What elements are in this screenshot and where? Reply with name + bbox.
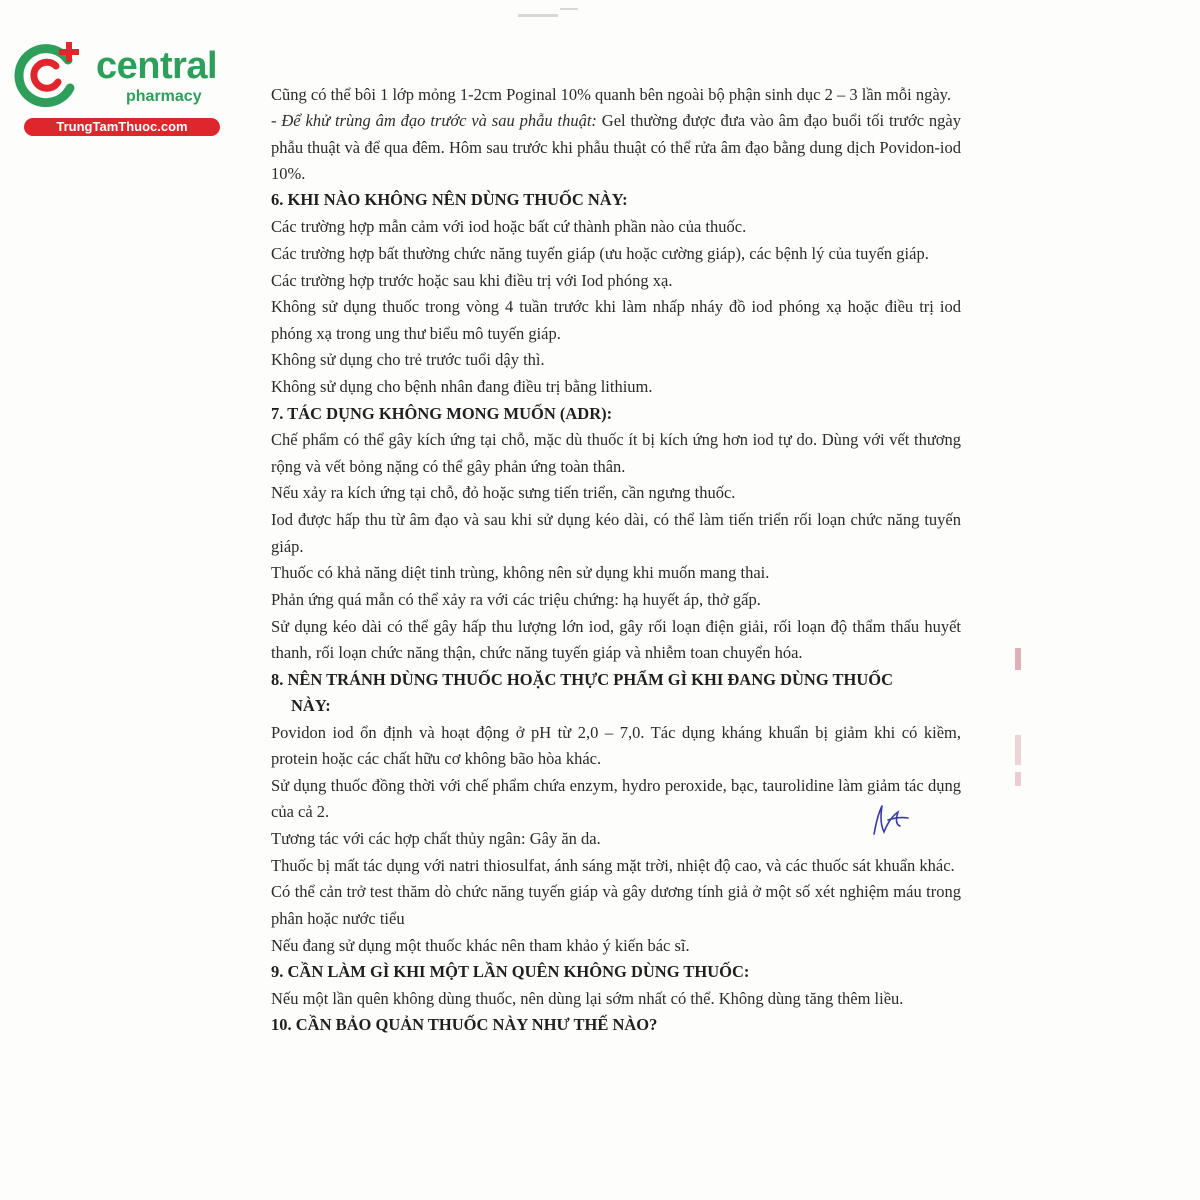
section-6-item: Các trường hợp trước hoặc sau khi điều trị với Iod phóng xạ. — [271, 270, 673, 290]
handwritten-initials-signature — [862, 800, 912, 840]
section-6-item: Không sử dụng thuốc trong vòng 4 tuần trước khi làm nhấp nháy đồ iod phóng xạ hoặc điều trị iod phóng xạ trong ung thư biểu mô tuyến giáp. — [271, 297, 961, 343]
logo-brand-text: central — [96, 45, 218, 87]
section-heading-10: 10. CẦN BẢO QUẢN THUỐC NÀY NHƯ THẾ NÀO? — [271, 1014, 658, 1034]
section-6-item: Các trường hợp mẫn cảm với iod hoặc bất cứ thành phần nào của thuốc. — [271, 216, 747, 236]
central-pharmacy-logo — [10, 38, 218, 138]
section-7-item: Thuốc có khả năng diệt tinh trùng, không nên sử dụng khi muốn mang thai. — [271, 563, 770, 583]
pharmacy-logo-icon — [10, 38, 90, 108]
section-heading-6: 6. KHI NÀO KHÔNG NÊN DÙNG THUỐC NÀY: — [271, 190, 628, 210]
scan-edge-mark — [1015, 648, 1021, 670]
section-7-item: Nếu xảy ra kích ứng tại chỗ, đỏ hoặc sưng tiến triển, cần ngưng thuốc. — [271, 483, 736, 503]
section-8-item: Có thể cản trở test thăm dò chức năng tuyến giáp và gây dương tính giả ở một số xét nghiệm máu trong phân hoặc nước tiểu — [271, 882, 961, 928]
section-7-item: Chế phẩm có thể gây kích ứng tại chỗ, mặc dù thuốc ít bị kích ứng hơn iod tự do. Dùng với vết thương rộng và vết bỏng nặng có thể gây phản ứng toàn thân. — [271, 430, 961, 476]
section-9-item: Nếu một lần quên không dùng thuốc, nên dùng lại sớm nhất có thể. Không dùng tăng thêm liều. — [271, 988, 904, 1008]
leaflet-text — [271, 82, 961, 1038]
scan-edge-mark — [1015, 735, 1021, 765]
logo-sub-text: pharmacy — [126, 88, 202, 105]
section-6-item: Các trường hợp bất thường chức năng tuyến giáp (ưu hoặc cường giáp), các bệnh lý của tuyến giáp. — [271, 243, 929, 263]
scan-artifact — [560, 8, 578, 10]
section-8-item: Tương tác với các hợp chất thủy ngân: Gây ăn da. — [271, 828, 601, 848]
section-7-item: Sử dụng kéo dài có thể gây hấp thu lượng lớn iod, gây rối loạn điện giải, rối loạn độ thẩm thấu huyết thanh, rối loạn chức năng thận, chức năng tuyến giáp và nhiễm toan chuyển hóa. — [271, 616, 961, 663]
section-8-item: Sử dụng thuốc đồng thời với chế phẩm chứa enzym, hydro peroxide, bạc, taurolidine làm giảm tác dụng của cả 2. — [271, 775, 961, 822]
scan-artifact — [518, 14, 558, 17]
section-7-item: Iod được hấp thu từ âm đạo và sau khi sử dụng kéo dài, có thể làm tiến triển rối loạn chức năng tuyến giáp. — [271, 510, 961, 556]
section-7-item: Phản ứng quá mẫn có thể xảy ra với các triệu chứng: hạ huyết áp, thở gấp. — [271, 590, 761, 610]
intro-text: Gel thường được đưa vào âm đạo buổi tối trước ngày phẫu thuật và để qua đêm. Hôm sau trước khi phẫu thuật có thể rửa âm đạo bằng dung dịch Povidon-iod 10%. — [271, 111, 961, 183]
section-8-item: Povidon iod ổn định và hoạt động ở pH từ 2,0 – 7,0. Tác dụng kháng khuẩn bị giảm khi có kiềm, protein hoặc các chất hữu cơ không bão hòa khác. — [271, 722, 961, 768]
section-6-item: Không sử dụng cho trẻ trước tuổi dậy thì. — [271, 350, 545, 370]
section-heading-8: 8. NÊN TRÁNH DÙNG THUỐC HOẶC THỰC PHẨM GÌ KHI ĐANG DÙNG THUỐC — [271, 669, 893, 689]
section-heading-7: 7. TÁC DỤNG KHÔNG MONG MUỐN (ADR): — [271, 403, 613, 423]
intro-paragraph — [271, 108, 961, 187]
intro-paragraph: Cũng có thể bôi 1 lớp mỏng 1-2cm Poginal 10% quanh bên ngoài bộ phận sinh dục 2 – 3 lần mỗi ngày. — [271, 85, 951, 104]
section-heading-9: 9. CẦN LÀM GÌ KHI MỘT LẦN QUÊN KHÔNG DÙNG THUỐC: — [271, 961, 750, 981]
section-6-item: Không sử dụng cho bệnh nhân đang điều trị bằng lithium. — [271, 377, 653, 397]
logo-url-badge: TrungTamThuoc.com — [24, 118, 220, 136]
scan-edge-mark — [1015, 772, 1021, 786]
section-8-item: Nếu đang sử dụng một thuốc khác nên tham khảo ý kiến bác sĩ. — [271, 935, 690, 955]
section-heading-8-cont: NÀY: — [291, 695, 331, 715]
intro-label: - Để khử trùng âm đạo trước và sau phẫu thuật: — [271, 111, 597, 131]
section-8-item: Thuốc bị mất tác dụng với natri thiosulfat, ánh sáng mặt trời, nhiệt độ cao, và các thuốc sát khuẩn khác. — [271, 855, 955, 875]
